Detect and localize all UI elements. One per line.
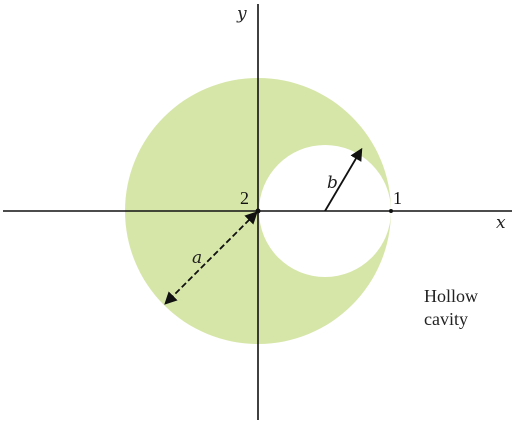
y-axis-label: y	[237, 4, 247, 24]
radius-b-label: b	[327, 173, 338, 193]
point-2-dot	[256, 209, 261, 214]
point-1-label: 1	[393, 188, 402, 208]
caption-cavity: cavity	[424, 309, 468, 329]
x-axis-label: x	[496, 213, 506, 233]
caption-hollow: Hollow	[424, 286, 478, 306]
point-2-label: 2	[240, 188, 249, 208]
point-1-dot	[389, 209, 393, 213]
radius-a-label: a	[192, 248, 203, 268]
